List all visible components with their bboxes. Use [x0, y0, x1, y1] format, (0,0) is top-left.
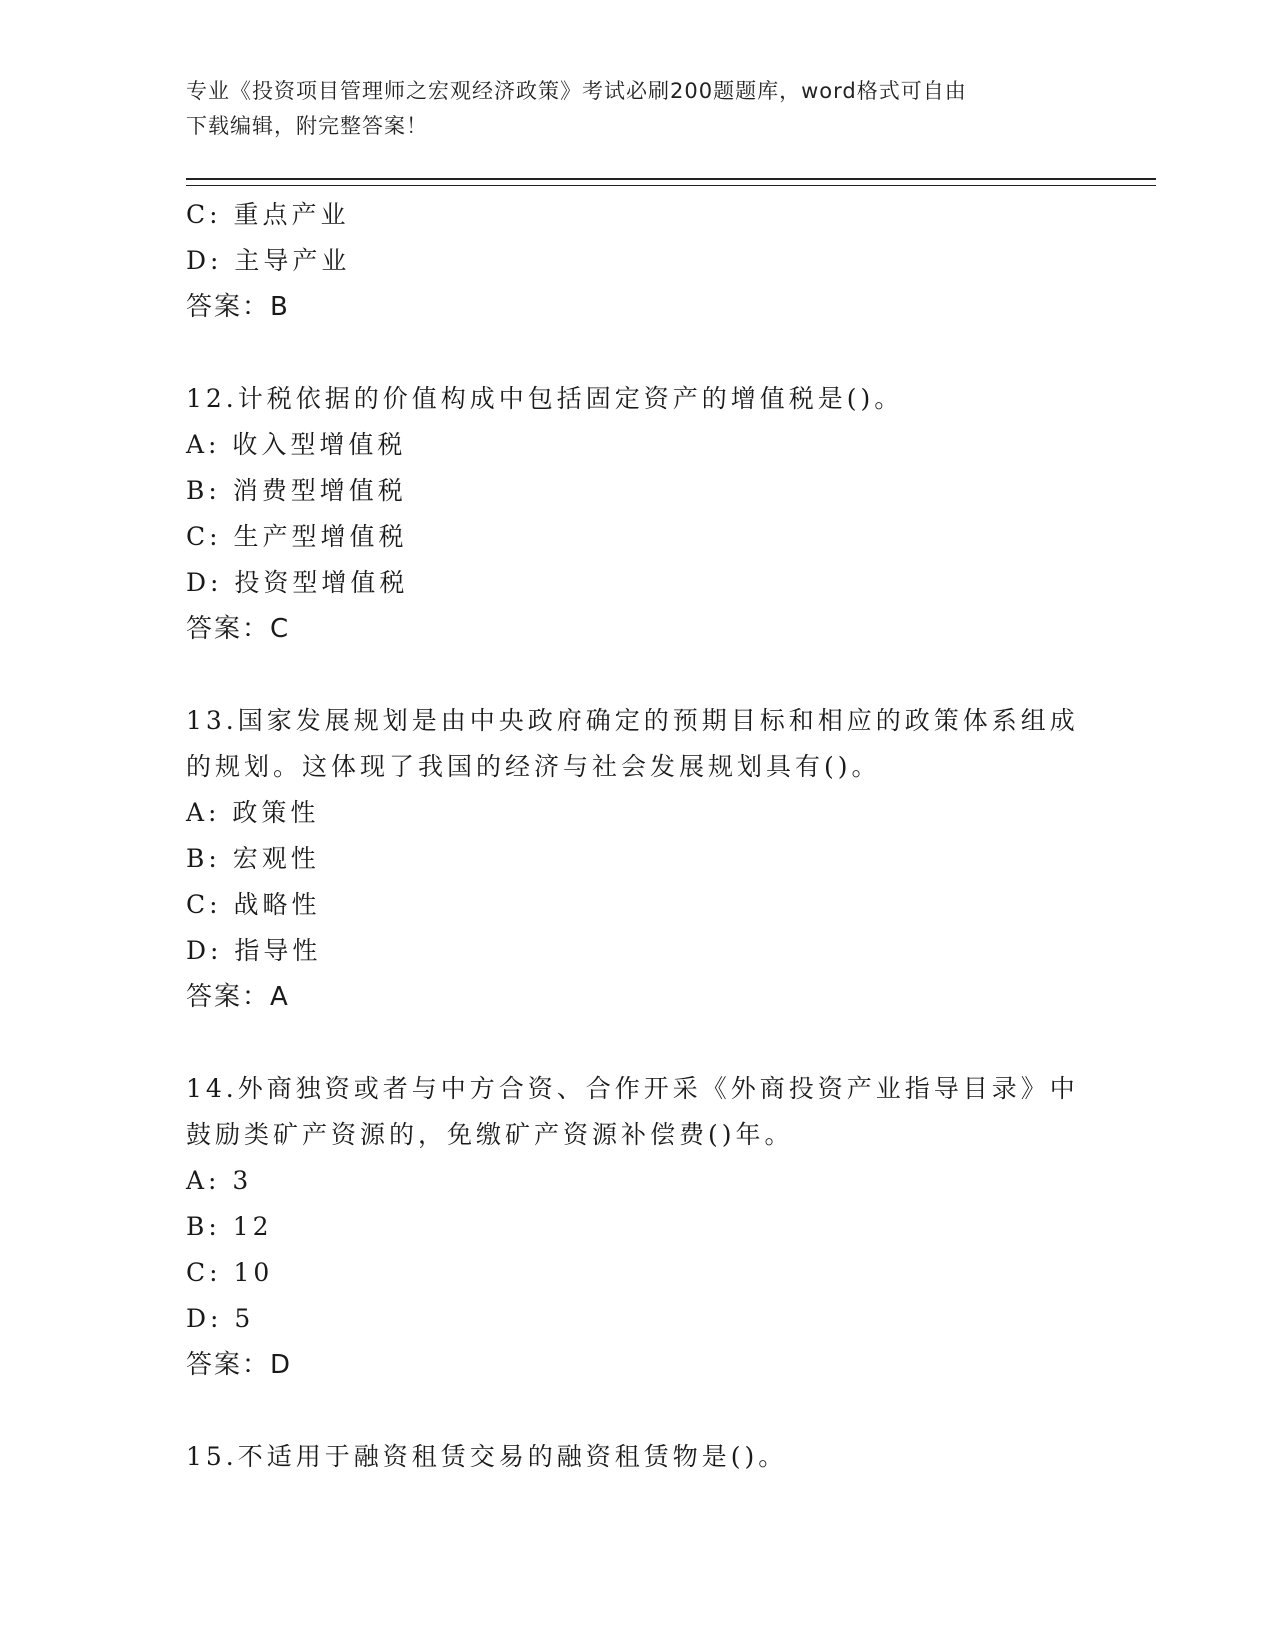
question-text-line: 13.国家发展规划是由中央政府确定的预期目标和相应的政策体系组成	[186, 706, 1079, 735]
question-list	[186, 192, 1086, 1480]
option-d: D: 主导产业	[186, 246, 351, 275]
option-b: B: 消费型增值税	[186, 476, 407, 505]
question-text-line: 鼓励类矿产资源的，免缴矿产资源补偿费()年。	[186, 1120, 794, 1149]
question-15	[186, 1434, 1086, 1480]
answer: 答案：C	[186, 614, 291, 644]
option-c: C: 生产型增值税	[186, 522, 408, 551]
option-c: C: 重点产业	[186, 200, 350, 229]
question-text-line: 12.计税依据的价值构成中包括固定资产的增值税是()。	[186, 384, 904, 413]
question-text	[186, 698, 1086, 790]
option-a: A: 3	[186, 1166, 253, 1195]
header-line-1: 专业《投资项目管理师之宏观经济政策》考试必刷200题题库，word格式可自由	[186, 79, 967, 103]
answer: 答案：B	[186, 292, 290, 322]
option-b: B: 12	[186, 1212, 273, 1241]
option-a: A: 政策性	[186, 798, 320, 827]
option-d: D: 投资型增值税	[186, 568, 409, 597]
option-d: D: 指导性	[186, 936, 322, 965]
question-12	[186, 376, 1086, 652]
document-header	[186, 74, 1086, 144]
question-13	[186, 698, 1086, 1020]
answer: 答案：A	[186, 982, 290, 1012]
option-c: C: 战略性	[186, 890, 321, 919]
question-text-line: 的规划。这体现了我国的经济与社会发展规划具有()。	[186, 752, 881, 781]
option-d: D: 5	[186, 1304, 255, 1333]
question-text-line: 15.不适用于融资租赁交易的融资租赁物是()。	[186, 1442, 788, 1471]
spacer	[186, 1388, 1086, 1434]
spacer	[186, 652, 1086, 698]
question-text	[186, 376, 1086, 422]
header-line-2: 下载编辑，附完整答案！	[186, 114, 428, 138]
option-a: A: 收入型增值税	[186, 430, 407, 459]
spacer	[186, 1020, 1086, 1066]
question-text-line: 14.外商独资或者与中方合资、合作开采《外商投资产业指导目录》中	[186, 1074, 1079, 1103]
question-text	[186, 1434, 1086, 1480]
option-b: B: 宏观性	[186, 844, 320, 873]
question-text	[186, 1066, 1086, 1158]
header-divider	[186, 178, 1156, 186]
spacer	[186, 330, 1086, 376]
answer: 答案：D	[186, 1350, 293, 1380]
question-11-tail	[186, 192, 1086, 330]
option-c: C: 10	[186, 1258, 274, 1287]
question-14	[186, 1066, 1086, 1388]
